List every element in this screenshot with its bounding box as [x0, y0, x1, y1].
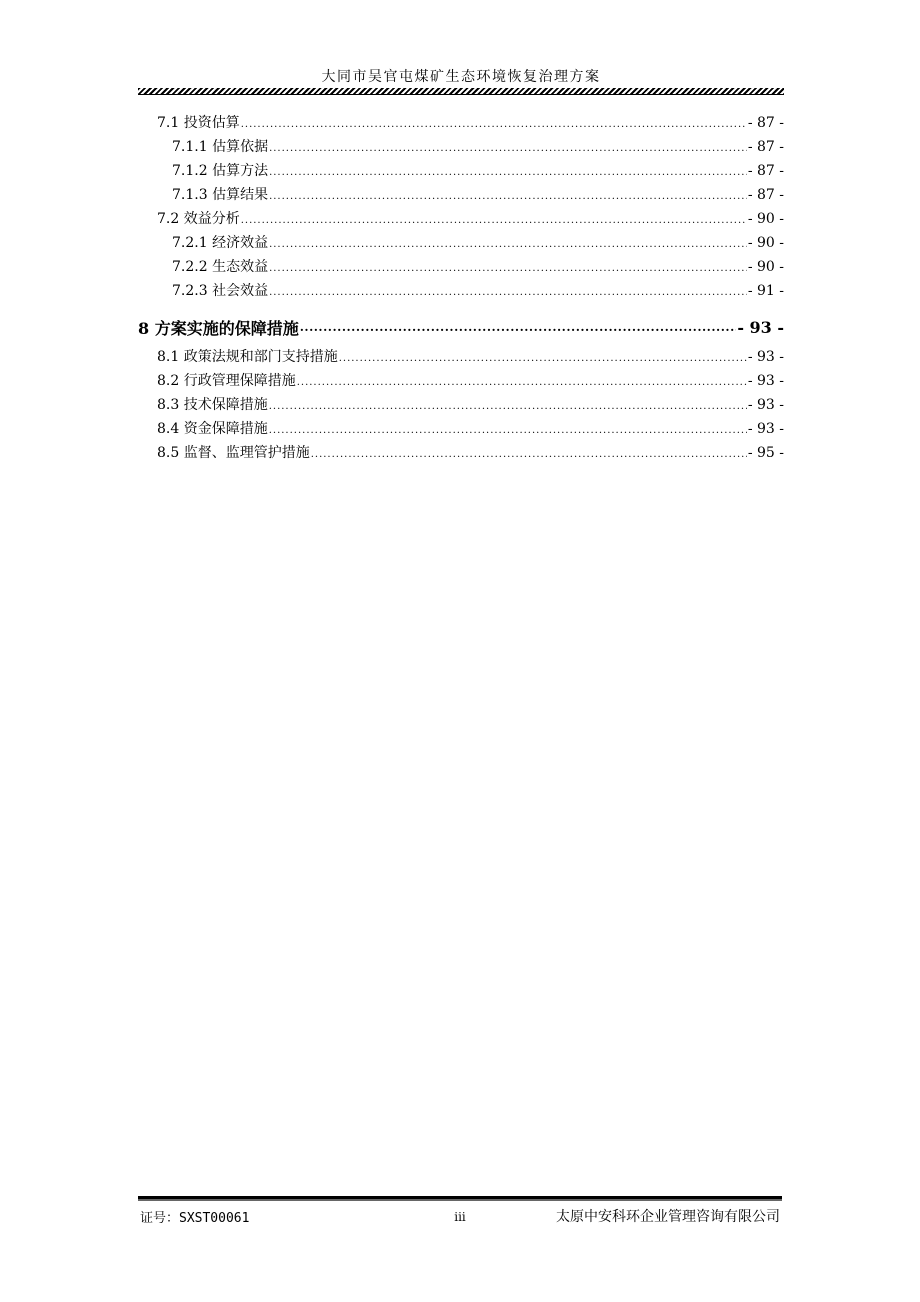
toc-entry-page: - 87 -: [747, 163, 784, 179]
toc-entry[interactable]: [138, 208, 784, 232]
toc-entry-label: 8.4 资金保障措施: [157, 421, 268, 437]
toc-entry-page: - 93 -: [747, 349, 784, 365]
toc-entry[interactable]: [138, 394, 784, 418]
toc-leader-dots: [241, 216, 747, 226]
toc-entry[interactable]: [138, 232, 784, 256]
toc-entry-page: - 91 -: [747, 283, 784, 299]
toc-leader-dots: [297, 378, 747, 388]
toc-entry-page: - 90 -: [747, 211, 784, 227]
toc-entry-label: 8.1 政策法规和部门支持措施: [157, 349, 338, 365]
toc-entry[interactable]: [138, 136, 784, 160]
toc-entry-label: 7.2.2 生态效益: [172, 259, 269, 275]
footer-page-number: iii: [454, 1210, 466, 1224]
toc-entry-label: 8.2 行政管理保障措施: [157, 373, 296, 389]
toc-entry[interactable]: [138, 442, 784, 466]
header-rule: [138, 88, 784, 95]
toc-chapter-entry[interactable]: [138, 304, 784, 346]
toc-leader-dots: [311, 450, 747, 460]
toc-entry-page: - 90 -: [747, 235, 784, 251]
toc-entry[interactable]: [138, 112, 784, 136]
toc-entry[interactable]: [138, 160, 784, 184]
toc-leader-dots: [269, 426, 747, 436]
toc-entry-label: 7.1.1 估算依据: [172, 139, 269, 155]
toc-leader-dots: [269, 402, 747, 412]
toc-entry-page: - 93 -: [747, 421, 784, 437]
toc-entry-page: - 93 -: [747, 397, 784, 413]
toc-leader-dots: [241, 120, 747, 130]
toc-entry-page: - 95 -: [747, 445, 784, 461]
toc-entry[interactable]: [138, 184, 784, 208]
footer-certificate-number: 证号：SXST00061: [140, 1211, 250, 1226]
toc-leader-dots: [269, 288, 747, 298]
toc-entry-label: 8 方案实施的保障措施: [138, 318, 299, 338]
toc-entry[interactable]: [138, 370, 784, 394]
toc-entry-label: 7.1.2 估算方法: [172, 163, 269, 179]
footer-rule: [138, 1196, 782, 1201]
toc-entry-label: 7.2 效益分析: [157, 211, 240, 227]
toc-leader-dots: [269, 240, 747, 250]
toc-entry[interactable]: [138, 346, 784, 370]
table-of-contents: [138, 112, 784, 466]
footer-company-name: 太原中安科环企业管理咨询有限公司: [556, 1209, 780, 1225]
toc-entry-label: 7.2.1 经济效益: [172, 235, 269, 251]
toc-entry-label: 8.5 监督、监理管护措施: [157, 445, 310, 461]
toc-entry-page: - 87 -: [747, 187, 784, 203]
toc-entry[interactable]: [138, 418, 784, 442]
toc-entry-page: - 87 -: [747, 115, 784, 131]
toc-leader-dots: [269, 192, 747, 202]
toc-leader-dots: [269, 168, 747, 178]
toc-leader-dots: [269, 144, 747, 154]
toc-entry-label: 7.2.3 社会效益: [172, 283, 269, 299]
toc-leader-dots: [339, 354, 747, 364]
toc-entry[interactable]: [138, 256, 784, 280]
toc-entry-page: - 93 -: [737, 317, 784, 337]
page-header-title: 大同市吴官屯煤矿生态环境恢复治理方案: [321, 69, 601, 85]
toc-entry-label: 7.1.3 估算结果: [172, 187, 269, 203]
toc-leader-dots: [269, 264, 747, 274]
toc-entry-page: - 93 -: [747, 373, 784, 389]
toc-entry-page: - 87 -: [747, 139, 784, 155]
toc-leader-dots: [300, 321, 737, 333]
toc-entry-page: - 90 -: [747, 259, 784, 275]
toc-entry-label: 8.3 技术保障措施: [157, 397, 268, 413]
toc-entry-label: 7.1 投资估算: [157, 115, 240, 131]
toc-entry[interactable]: [138, 280, 784, 304]
